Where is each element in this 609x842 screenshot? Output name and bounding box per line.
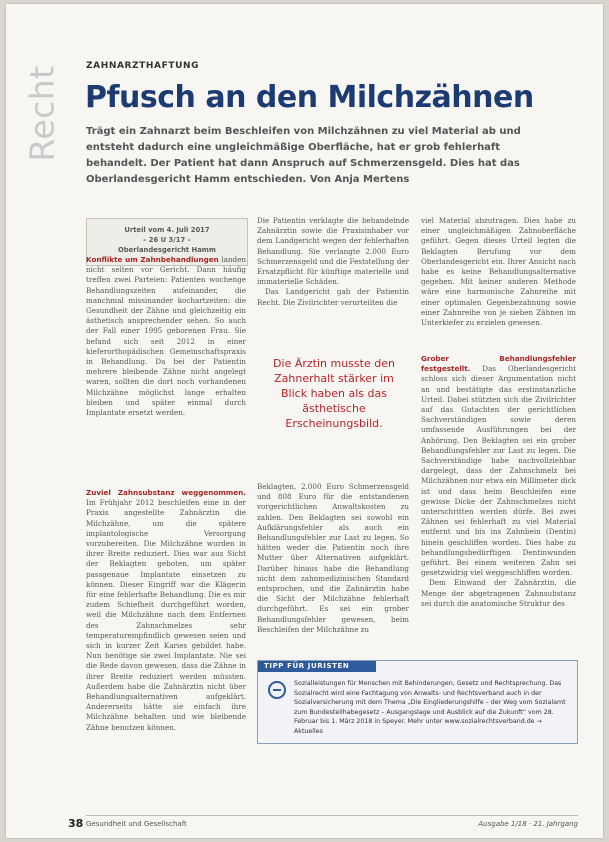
lead-paragraph: Trägt ein Zahnarzt beim Beschleifen von Milchzähnen zu viel Material ab und entsteht dadurch eine ungleichmäßige Oberfläche, hat er grob fehlerhaft behandelt. Der Patient hat dann Anspruch auf Schmerzensgeld. Dies hat das Oberlandesgericht Hamm entschieden. Von Anja Mertens xyxy=(86,126,521,185)
section-label-text: Recht xyxy=(22,65,62,162)
tip-header-label: TIPP FÜR JURISTEN xyxy=(264,662,350,670)
publication-title: Gesundheit und Gesellschaft xyxy=(86,820,187,828)
kicker: ZAHNARZTHAFTUNG xyxy=(86,61,200,71)
subheading: Zuviel Zahnsubstanz weggenommen. xyxy=(86,488,246,497)
column-3-paragraph-3: Dem Einwand der Zahnärztin, die Menge der abgetragenen Zahnsubstanz sei durch die anatomische Struktur des xyxy=(421,578,576,608)
subheading: Konflikte um Zahnbehandlungen xyxy=(86,255,219,264)
footer-divider xyxy=(86,815,578,816)
verdict-date: Urteil vom 4. Juli 2017 xyxy=(124,226,210,234)
column-3-bottom xyxy=(421,354,576,609)
page-number: 38 xyxy=(68,817,84,830)
body-text: Im Frühjahr 2012 beschleifen eine in der Praxis angestellte Zahnärztin die Milchzähne, um die spätere implantologische Versorgung vorzubereiten. Die Milchzähne wurden in ihrer Breite reduziert. Dies war aus Sicht der Beklagten geboten, um später passgenaue Implantate einsetzen zu können. Dieser Eingriff war die Klägerin für eine fehlerhafte Behandlung. Die es mir zudem Schiefheit durchgeführt worden, weil die Milchzähne nach dem Entfernen des Zahnschmelzes sehr temperaturempfindlich gewesen seien und sich in kurzer Zeit Karies gebildet habe. Nun benötige sie zwei Implantate. Nie sei die Rede davon gewesen, dass die Zähne in ihrer Breite reduziert werden müssten. Außerdem habe die Zahnärztin nicht über Behandlungsalternativen aufgeklärt. Andererseits hätte sie einfach ihre Milchzähne behalten und wie bleibende Zähne benutzen können. xyxy=(86,498,246,732)
column-1-bottom xyxy=(86,488,246,733)
page-footer xyxy=(68,819,578,833)
pull-quote: Die Ärztin musste den Zahnerhalt stärker im Blick haben als das ästhetische Erscheinungsbild. xyxy=(273,357,395,430)
verdict-court: Oberlandesgericht Hamm xyxy=(118,246,216,254)
column-3-paragraph-1: viel Material abzutragen. Dies habe zu einer ungleichmäßigen Zahnoberfläche geführt. Gegen dieses Urteil legten die Beklagten Berufung vor dem Oberlandesgericht ein. Ihrer Ansicht nach habe es keine Behandlungsalternative gegeben. Mit keiner anderen Methode wäre eine harmonische Zahnreihe mit einer optimalen Gegenbezahnung sowie einer Zahnreihe von je sieben Zähnen im Unterkiefer zu erzielen gewesen. xyxy=(421,216,576,328)
verdict-case-number: – 26 U 3/17 – xyxy=(143,236,191,244)
column-2-paragraph-2: Das Landgericht gab der Patientin Recht. Die Zivilrichter verurteilten die xyxy=(257,287,409,307)
section-label xyxy=(22,58,70,168)
arrow-circle-icon xyxy=(268,681,286,699)
subheading: Grober Behandlungsfehler festgestellt. xyxy=(421,354,576,374)
column-2-paragraph-1: Die Patientin verklagte die behandelnde Zahnärztin sowie die Praxisinhaber vor dem Landgericht wegen der fehlerhaften Behandlung. Sie verlangte 2.000 Euro Schmerzensgeld und die Feststellung der Ersatzpflicht für künftige materielle und immaterielle Schäden. xyxy=(257,216,409,287)
column-2-bottom xyxy=(257,482,409,635)
column-1-paragraph-1 xyxy=(86,255,246,418)
tip-box xyxy=(257,660,578,744)
headline: Pfusch an den Milchzähnen xyxy=(85,80,534,115)
column-2-paragraph-3: Beklagten, 2.000 Euro Schmerzensgeld und 808 Euro für die entstandenen vorgerichtlichen Anwaltskosten zu zahlen. Den Beklagten sei sowohl ein Aufklärungsfehler als auch ein Behandlungsfehler zur Last zu legen. So hätten weder die Patientin noch ihre Mutter über Alternativen aufgeklärt. Darüber hinaus habe die Behandlung nicht dem zahnmedizinischen Standard entsprochen, und die Zahnärztin habe die Sicht der Milchzähne fehlerhaft durchgeführt. Es sei ein grober Behandlungsfehler gewesen, beim Beschleifen der Milchzähne zu xyxy=(257,482,409,634)
page xyxy=(6,4,603,838)
tip-text[interactable]: Sozialleistungen für Menschen mit Behinderungen, Gesetz und Rechtsprechung. Das Sozialrecht wird eine Fachtagung von Anwalts- und Rechtsverband auch in der Sozialversicherung mit dem Thema „Die Eingliederungshilfe – der Weg vom Sozialamt zum Bundesteilhabegesetz – Ausgangslage und Ausblick auf die Zukunft“ vom 28. Februar bis 1. März 2018 in Speyer. Mehr unter www.sozialrechtsverband.de → Aktuelles xyxy=(294,680,566,735)
column-1-top xyxy=(86,255,246,418)
column-3-paragraph-2 xyxy=(421,354,576,578)
body-text: landen nicht selten vor Gericht. Dann häufig treffen zwei Parteien: Patienten wochenge Behandlungszeiten aufeinander, die manchmal missinander kochartzeiten: die Gesundheit der Zähne und gleichzeitig ein ästhetisch ansprechender sehen. So auch der Fall einer 1995 geborenen Frau. Sie befand sich seit 2012 in einer kieferorthopädischen Gemeinschaftspraxis in Behandlung. Da bei der Patientin mehrere bleibende Zähne nicht angelegt waren, sollten die dort noch vorhandenen Milchzähne möglichst lange erhalten bleiben und später einmal durch Implantate ersetzt werden. xyxy=(86,255,246,418)
column-3-top xyxy=(421,216,576,328)
tip-header xyxy=(258,661,376,672)
issue-info: Ausgabe 1/18 · 21. Jahrgang xyxy=(478,820,578,828)
column-2-top xyxy=(257,216,409,308)
column-1-paragraph-2 xyxy=(86,488,246,733)
body-text: Das Oberlandesgericht schloss sich dieser Argumentation nicht an und bestätigte das erstinstanzliche Urteil. Dabei stützten sich die Zivilrichter auf das Gutachten der gerichtlichen Sachverständigen sowie deren umfassende Ausführungen bei der Anhörung. Den Beklagten sei ein grober Behandlungsfehler zur Last zu legen. Die Sachverständige habe nachvollziehbar dargelegt, dass der Zahnschmelz bei Milchzähnen nur etwa ein Millimeter dick ist und dass beim Beschleifen eine gewisse Dicke der Zahnschmelzes nicht unterschritten werden dürfe. Bei zwei Zähnen sei fehlerhaft zu viel Material entfernt und bis ins Zahnbein (Dentin) hinein geschliffen worden. Dies habe zu behandlungsbedürftigen Dentinwunden geführt. Bei einem weiteren Zahn sei gesetzwidrig viel weggeschliffen worden. xyxy=(421,364,576,578)
